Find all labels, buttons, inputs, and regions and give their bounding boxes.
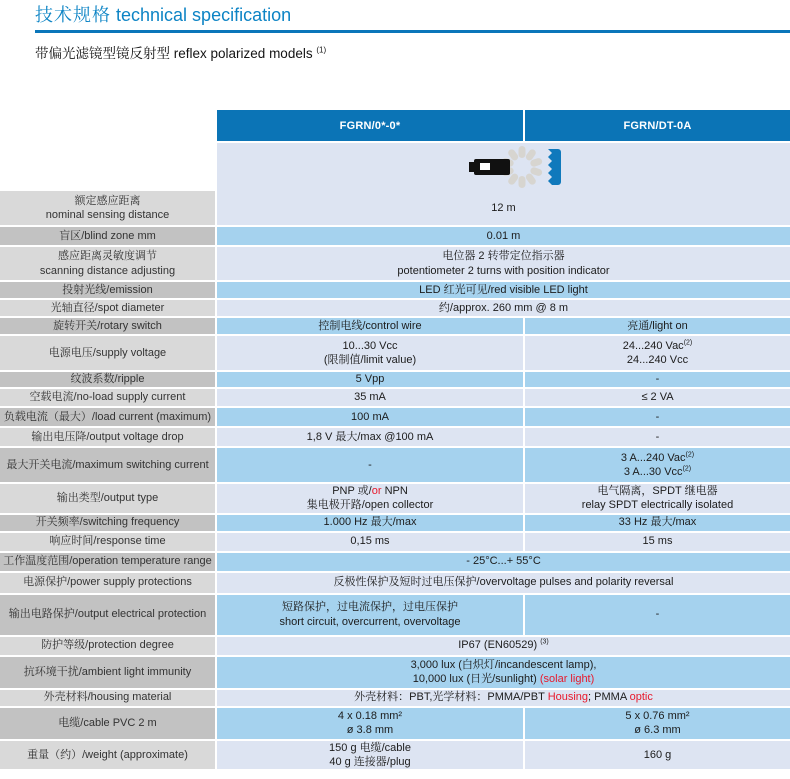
column-header-fgrn-0: FGRN/0*-0* [217,110,523,141]
cell-supply-voltage-fgrn-dt-0a: 24...240 Vac$^{(2)}$ 24...240 Vcc [525,336,790,370]
row-label-load-current-maximum: 负载电流（最大）/load current (maximum) [0,408,215,426]
spec-row-load-current-maximum [0,408,790,426]
page-title [35,5,790,26]
row-label-output-voltage-drop: 输出电压降/output voltage drop [0,428,215,446]
spec-row-emission [0,282,790,298]
cell-product-diagram [217,143,790,191]
cell-maximum-switching-current-fgrn-dt-0a: 3 A...240 Vac$^{(2)}$ 3 A...30 Vcc$^{(2)}$ [525,448,790,482]
spec-row-supply-voltage [0,336,790,370]
cell-cable-fgrn-dt-0a: 5 x 0.76 mm² ø 6.3 mm [525,708,790,739]
cell-output-electrical-protection-fgrn-dt-0a: - [525,595,790,635]
cell-maximum-switching-current-fgrn-0: - [217,448,523,482]
cell-no-load-supply-current-fgrn-dt-0a: ≤ 2 VA [525,389,790,406]
row-label-protection-degree: 防护等级/protection degree [0,637,215,655]
cell-output-voltage-drop-fgrn-0: 1,8 V 最大/max @100 mA [217,428,523,446]
row-label-maximum-switching-current: 最大开关电流/maximum switching current [0,448,215,482]
cell-ripple-fgrn-dt-0a: - [525,372,790,387]
spec-row-protection-degree [0,637,790,655]
row-label-rotary-switch: 旋转开关/rotary switch [0,318,215,334]
spec-table-body [0,143,790,769]
cell-ripple-fgrn-0: 5 Vpp [217,372,523,387]
cell-response-time-fgrn-0: 0,15 ms [217,533,523,551]
cell-load-current-maximum-fgrn-0: 100 mA [217,408,523,426]
row-label-output-electrical-protection: 输出电路保护/output electrical protection [0,595,215,635]
cell-switching-frequency-fgrn-dt-0a: 33 Hz 最大/max [525,515,790,531]
cell-rotary-switch-fgrn-dt-0a: 亮通/light on [525,318,790,334]
spec-row-cable [0,708,790,739]
spec-row-ripple [0,372,790,387]
page-title-en: technical specification [116,5,292,25]
cell-housing-material-both: 外壳材料：PBT,光学材料：PMMA/PBT Housing; PMMA optic [217,690,790,706]
cell-response-time-fgrn-dt-0a: 15 ms [525,533,790,551]
row-label-operation-temperature-range: 工作温度范围/operation temperature range [0,553,215,571]
cell-blind-zone-both: 0.01 m [217,227,790,245]
cell-switching-frequency-fgrn-0: 1.000 Hz 最大/max [217,515,523,531]
cell-weight-fgrn-0: 150 g 电缆/cable 40 g 连接器/plug [217,741,523,770]
cell-protection-degree-both: IP67 (EN60529) $^{(3)}$ [217,637,790,655]
spec-row-switching-frequency [0,515,790,531]
spec-row-spot-diameter [0,300,790,316]
reflector-icon [548,149,561,185]
cell-emission-both: LED 红光可见/red visible LED light [217,282,790,298]
section-subtitle-zh: 带偏光滤镜型镜反射型 [35,45,170,61]
spec-row-product-diagram [0,143,790,191]
spec-row-scanning-distance-adjusting [0,247,790,280]
table-header-spacer [0,110,215,141]
row-label-spot-diameter: 光轴直径/spot diameter [0,300,215,316]
spec-row-nominal-sensing-distance [0,191,790,225]
cell-rotary-switch-fgrn-0: 控制电线/control wire [217,318,523,334]
spec-row-weight [0,741,790,770]
spec-row-maximum-switching-current [0,448,790,482]
section-subtitle-en: reflex polarized models [173,45,313,61]
row-label-power-supply-protections: 电源保护/power supply protections [0,573,215,593]
spec-row-output-electrical-protection [0,595,790,635]
cell-no-load-supply-current-fgrn-0: 35 mA [217,389,523,406]
cell-spot-diameter-both: 约/approx. 260 mm @ 8 m [217,300,790,316]
row-label-no-load-supply-current: 空载电流/no-load supply current [0,389,215,406]
cell-output-type-fgrn-dt-0a: 电气隔离，SPDT 继电器 relay SPDT electrically isolated [525,484,790,513]
spec-row-operation-temperature-range [0,553,790,571]
row-label-weight: 重量（约）/weight (approximate) [0,741,215,770]
reflex-sensor-diagram [442,145,566,189]
spec-row-housing-material [0,690,790,706]
spec-row-power-supply-protections [0,573,790,593]
row-label-scanning-distance-adjusting: 感应距离灵敏度调节 scanning distance adjusting [0,247,215,280]
cell-power-supply-protections-both: 反极性保护及短时过电压保护/overvoltage pulses and polarity reversal [217,573,790,593]
row-label-housing-material: 外壳材料/housing material [0,690,215,706]
title-divider [35,30,790,33]
cell-output-type-fgrn-0: PNP 或/or NPN 集电极开路/open collector [217,484,523,513]
sensor-emitter-icon [469,159,510,175]
cell-scanning-distance-adjusting-both: 电位器 2 转带定位指示器 potentiometer 2 turns with position indicator [217,247,790,280]
row-label-output-type: 输出类型/output type [0,484,215,513]
cell-cable-fgrn-0: 4 x 0.18 mm² ø 3.8 mm [217,708,523,739]
spec-row-no-load-supply-current [0,389,790,406]
row-label-supply-voltage: 电源电压/supply voltage [0,336,215,370]
row-label-switching-frequency: 开关频率/switching frequency [0,515,215,531]
row-label-nominal-sensing-distance: 额定感应距离 nominal sensing distance [0,191,215,225]
row-label-emission: 投射光线/emission [0,282,215,298]
cell-output-electrical-protection-fgrn-0: 短路保护，过电流保护，过电压保护 short circuit, overcurrent, overvoltage [217,595,523,635]
row-label-response-time: 响应时间/response time [0,533,215,551]
cell-nominal-sensing-distance-both: 12 m [217,191,790,225]
column-header-fgrn-dt-0a: FGRN/DT-0A [525,110,790,141]
row-label-ripple: 纹波系数/ripple [0,372,215,387]
spec-row-response-time [0,533,790,551]
spec-row-rotary-switch [0,318,790,334]
section-subtitle [35,42,790,62]
cell-load-current-maximum-fgrn-dt-0a: - [525,408,790,426]
row-label-product-diagram [0,143,215,191]
table-header-row [0,110,790,141]
row-label-ambient-light-immunity: 抗环境干扰/ambient light immunity [0,657,215,688]
spec-table [0,110,790,771]
cell-output-voltage-drop-fgrn-dt-0a: - [525,428,790,446]
cell-operation-temperature-range-both: - 25°C...+ 55°C [217,553,790,571]
spec-row-output-voltage-drop [0,428,790,446]
cell-weight-fgrn-dt-0a: 160 g [525,741,790,770]
row-label-cable: 电缆/cable PVC 2 m [0,708,215,739]
spec-row-blind-zone [0,227,790,245]
footnote-marker-1: (1) [316,45,327,55]
cell-ambient-light-immunity-both: 3,000 lux (白炽灯/incandescent lamp), 10,000 lux (日光/sunlight) (solar light) [217,657,790,688]
page-title-zh: 技术规格 [35,5,111,25]
spec-row-ambient-light-immunity [0,657,790,688]
doc-header [0,0,790,62]
row-label-blind-zone: 盲区/blind zone mm [0,227,215,245]
spec-row-output-type [0,484,790,513]
cell-supply-voltage-fgrn-0: 10...30 Vcc (限制值/limit value) [217,336,523,370]
